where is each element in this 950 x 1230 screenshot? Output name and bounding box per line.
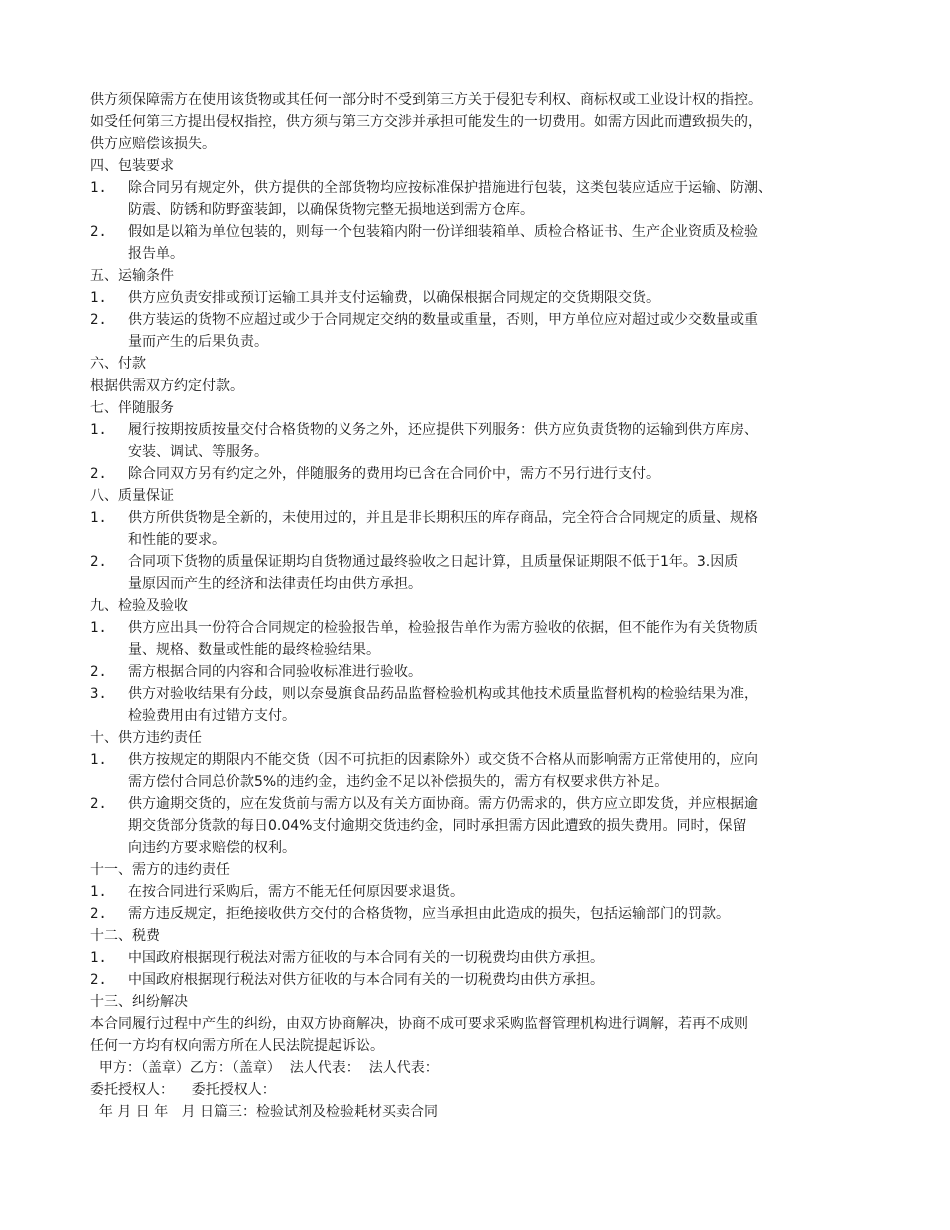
clause-number: 2. [90,224,107,240]
numbered-clause [90,661,880,683]
numbered-clause [90,309,880,353]
section-heading: 九、检验及验收 [90,598,188,614]
numbered-clause [90,507,880,551]
clause-number: 1. [90,422,107,438]
section-heading: 七、伴随服务 [90,400,174,416]
clause-number: 1. [90,620,107,636]
clause-text: 假如是以箱为单位包装的，则每一个包装箱内附一份详细装箱单、质检合格证书、生产企业资质及检验 报告单。 [128,224,758,262]
clause-number: 2. [90,554,107,570]
numbered-clause [90,221,880,265]
numbered-clause [90,947,880,969]
clause-text: 供方所供货物是全新的，未使用过的，并且是非长期积压的库存商品，完全符合合同规定的质量、规格 和性能的要求。 [128,510,758,548]
section-heading: 十一、需方的违约责任 [90,862,230,878]
numbered-clause [90,683,880,727]
clause-text: 中国政府根据现行税法对需方征收的与本合同有关的一切税费均由供方承担。 [128,950,604,966]
contract-section [90,397,880,485]
clause-text: 供方应出具一份符合合同规定的检验报告单，检验报告单作为需方验收的依据，但不能作为有关货物质 量、规格、数量或性能的最终检验结果。 [128,620,758,658]
signature-parties-line: 甲方：（盖章）乙方：（盖章） 法人代表： 法人代表： [90,1060,439,1076]
clause-text: 供方应负责安排或预订运输工具并支付运输费，以确保根据合同规定的交货期限交货。 [128,290,660,306]
clause-text: 供方按规定的期限内不能交货（因不可抗拒的因素除外）或交货不合格从而影响需方正常使用的，应向 需方偿付合同总价款5%的违约金，违约金不足以补偿损失的，需方有权要求供方补足。 [128,752,758,790]
section-heading: 五、运输条件 [90,268,174,284]
numbered-clause [90,463,880,485]
clause-number: 2. [90,796,107,812]
numbered-clause [90,419,880,463]
contract-section [90,925,880,991]
contract-sections [90,155,880,1057]
contract-section [90,727,880,859]
clause-text: 需方根据合同的内容和合同验收标准进行验收。 [128,664,422,680]
clause-number: 1. [90,752,107,768]
contract-section [90,485,880,595]
numbered-clause [90,617,880,661]
contract-section [90,353,880,397]
contract-section [90,859,880,925]
clause-text: 除合同另有规定外，供方提供的全部货物均应按标准保护措施进行包装，这类包装应适应于运输、防潮、 防震、防锈和防野蛮装卸，以确保货物完整无损地送到需方仓库。 [128,180,772,218]
numbered-clause [90,903,880,925]
section-body: 本合同履行过程中产生的纠纷，由双方协商解决，协商不成可要求采购监督管理机构进行调解，若再不成则 任何一方均有权向需方所在人民法院提起诉讼。 [90,1016,748,1054]
intro-line: 如受任何第三方提出侵权指控，供方须与第三方交涉并承担可能发生的一切费用。如需方因此而遭致损失的， [90,114,762,130]
clause-number: 2. [90,466,107,482]
clause-number: 1. [90,884,107,900]
contract-page [90,89,880,1123]
contract-section [90,265,880,353]
clause-text: 在按合同进行采购后，需方不能无任何原因要求退货。 [128,884,464,900]
clause-number: 1. [90,290,107,306]
intro-line: 供方须保障需方在使用该货物或其任何一部分时不受到第三方关于侵犯专利权、商标权或工业设计权的指控。 [90,92,762,108]
clause-text: 除合同双方另有约定之外，伴随服务的费用均已含在合同价中，需方不另行进行支付。 [128,466,660,482]
numbered-clause [90,969,880,991]
numbered-clause [90,287,880,309]
signature-block [90,1057,880,1123]
numbered-clause [90,551,880,595]
section-heading: 四、包装要求 [90,158,174,174]
clause-number: 2. [90,906,107,922]
clause-text: 供方逾期交货的，应在发货前与需方以及有关方面协商。需方仍需求的，供方应立即发货，并应根据逾 期交货部分货款的每日0.04%支付逾期交货违约金，同时承担需方因此遭致的损失费用。同时，保留 向违约方要求赔偿的权利。 [128,796,758,856]
clause-text: 需方违反规定，拒绝接收供方交付的合格货物，应当承担由此造成的损失，包括运输部门的罚款。 [128,906,730,922]
numbered-clause [90,881,880,903]
clause-number: 1. [90,180,107,196]
clause-number: 1. [90,510,107,526]
clause-number: 2. [90,972,107,988]
numbered-clause [90,793,880,859]
section-heading: 十、供方违约责任 [90,730,202,746]
signature-date-line: 年 月 日 年 月 日篇三：检验试剂及检验耗材买卖合同 [90,1104,439,1120]
clause-number: 2. [90,664,107,680]
clause-number: 1. [90,950,107,966]
section-body: 根据供需双方约定付款。 [90,378,244,394]
clause-number: 2. [90,312,107,328]
section-heading: 十二、税费 [90,928,160,944]
section-heading: 十三、纠纷解决 [90,994,188,1010]
section-heading: 六、付款 [90,356,146,372]
intro-block [90,89,880,155]
clause-text: 履行按期按质按量交付合格货物的义务之外，还应提供下列服务：供方应负责货物的运输到供方库房、 安装、调试、等服务。 [128,422,758,460]
section-heading: 八、质量保证 [90,488,174,504]
contract-section [90,155,880,265]
clause-text: 合同项下货物的质量保证期均自货物通过最终验收之日起计算，且质量保证期限不低于1年。3.因质 量原因而产生的经济和法律责任均由供方承担。 [128,554,739,592]
clause-text: 中国政府根据现行税法对供方征收的与本合同有关的一切税费均由供方承担。 [128,972,604,988]
clause-number: 3. [90,686,107,702]
numbered-clause [90,749,880,793]
signature-authorized-line: 委托授权人： 委托授权人： [90,1082,276,1098]
numbered-clause [90,177,880,221]
contract-section [90,991,880,1057]
contract-section [90,595,880,727]
clause-text: 供方对验收结果有分歧，则以奈曼旗食品药品监督检验机构或其他技术质量监督机构的检验结果为准， 检验费用由有过错方支付。 [128,686,758,724]
intro-line: 供方应赔偿该损失。 [90,136,216,152]
clause-text: 供方装运的货物不应超过或少于合同规定交纳的数量或重量，否则，甲方单位应对超过或少交数量或重 量而产生的后果负责。 [128,312,758,350]
